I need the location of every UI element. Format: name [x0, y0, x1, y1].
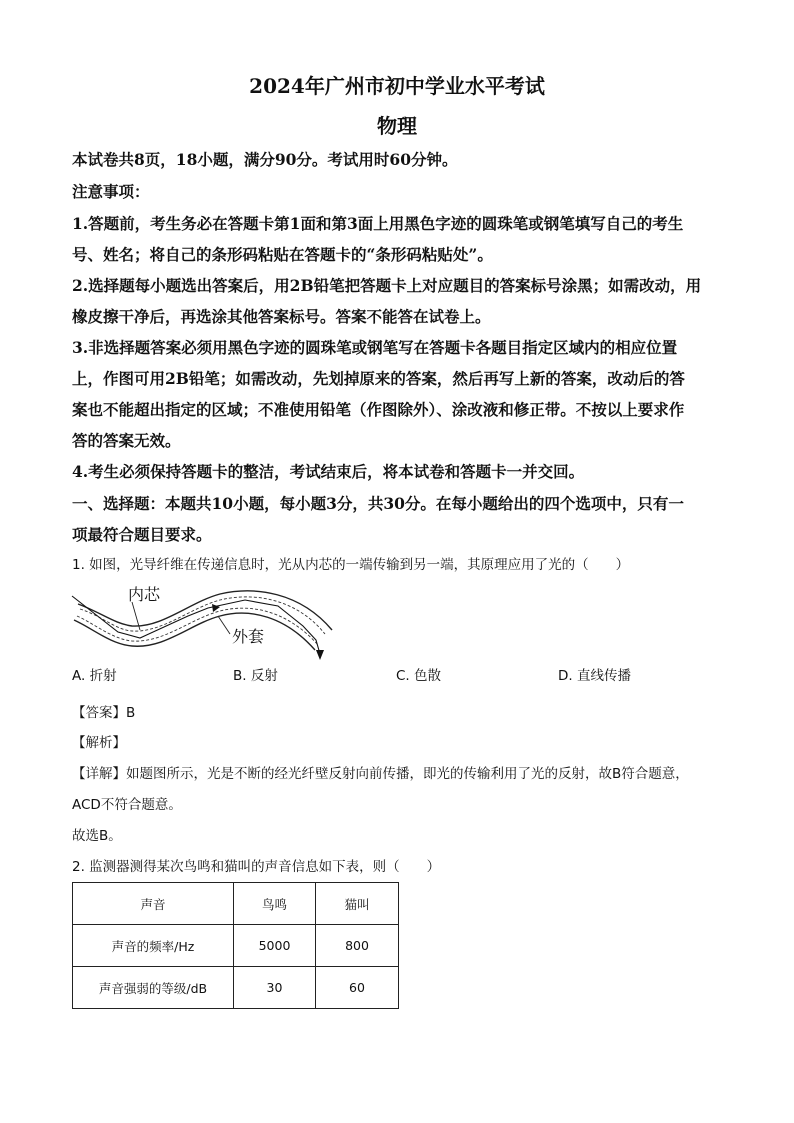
table-cell: 声音强弱的等级/dB [73, 967, 234, 1009]
q1-option-b: B. 反射 [233, 668, 278, 684]
light-ray-arrowhead [316, 650, 324, 660]
q1-conclusion: 故选B。 [72, 828, 122, 844]
note-3-line-4: 答的答案无效。 [72, 431, 181, 450]
section-heading-line-1: 一、选择题：本题共10小题，每小题3分，共30分。在每小题给出的四个选项中，只有一 [72, 494, 684, 513]
q1-option-d: D. 直线传播 [558, 668, 631, 684]
exam-title: 2024年广州市初中学业水平考试 [249, 74, 545, 98]
cladding-label: 外套 [232, 627, 265, 646]
fiber-core-bottom [77, 608, 318, 645]
table-cell: 60 [316, 967, 399, 1009]
note-3-line-3: 案也不能超出指定的区域；不准使用铅笔（作图除外）、涂改液和修正带。不按以上要求作 [72, 400, 685, 419]
table-row [73, 967, 399, 1009]
note-1-line-2: 号、姓名；将自己的条形码粘贴在答题卡的“条形码粘贴处”。 [72, 245, 493, 264]
q2-sound-table [72, 882, 399, 1009]
q1-answer: 【答案】B [72, 705, 136, 721]
q1-analysis-heading: 【解析】 [72, 735, 126, 751]
table-header-cell: 鸟鸣 [234, 883, 316, 925]
q2-stem: 2. 监测器测得某次鸟鸣和猫叫的声音信息如下表，则（ ） [72, 859, 441, 875]
cladding-leader-line [218, 616, 230, 634]
note-2-line-1: 2.选择题每小题选出答案后，用2B铅笔把答题卡上对应题目的答案标号涂黑；如需改动，用 [72, 276, 702, 295]
core-label: 内芯 [128, 585, 161, 604]
optical-fiber-figure [70, 582, 340, 662]
table-cell: 声音的频率/Hz [73, 925, 234, 967]
q1-stem: 1. 如图，光导纤维在传递信息时，光从内芯的一端传输到另一端，其原理应用了光的（ ） [72, 557, 630, 573]
q1-option-c: C. 色散 [396, 668, 442, 684]
note-2-line-2: 橡皮擦干净后，再选涂其他答案标号。答案不能答在试卷上。 [72, 307, 491, 326]
subject-title: 物理 [377, 114, 417, 138]
q1-detail-line-2: ACD不符合题意。 [72, 797, 182, 813]
q1-detail-line-1: 【详解】如题图所示，光是不断的经光纤壁反射向前传播，即光的传输利用了光的反射，故B符合题意， [72, 766, 689, 782]
exam-summary: 本试卷共8页，18小题，满分90分。考试用时60分钟。 [72, 150, 458, 169]
table-cell: 5000 [234, 925, 316, 967]
section-heading-line-2: 项最符合题目要求。 [72, 525, 212, 544]
q1-option-a: A. 折射 [72, 668, 117, 684]
note-4-line-1: 4.考生必须保持答题卡的整洁，考试结束后，将本试卷和答题卡一并交回。 [72, 462, 585, 481]
table-header-cell: 声音 [73, 883, 234, 925]
table-row [73, 925, 399, 967]
table-header-cell: 猫叫 [316, 883, 399, 925]
table-header-row [73, 883, 399, 925]
fiber-core-top [80, 597, 325, 634]
note-3-line-1: 3.非选择题答案必须用黑色字迹的圆珠笔或钢笔写在答题卡各题目指定区域内的相应位置 [72, 338, 678, 357]
note-3-line-2: 上，作图可用2B铅笔；如需改动，先划掉原来的答案，然后再写上新的答案，改动后的答 [72, 369, 685, 388]
note-1-line-1: 1.答题前，考生务必在答题卡第1面和第3面上用黑色字迹的圆珠笔或钢笔填写自己的考生 [72, 214, 684, 233]
table-cell: 30 [234, 967, 316, 1009]
table-cell: 800 [316, 925, 399, 967]
notice-heading: 注意事项： [72, 182, 150, 201]
